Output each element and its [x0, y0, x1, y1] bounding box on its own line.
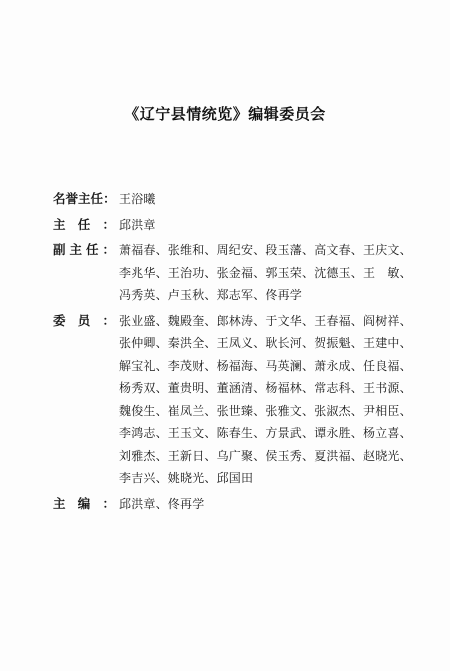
section-editor-in-chief: [53, 493, 423, 516]
role-char: 委: [53, 312, 66, 328]
role-label: [53, 214, 119, 237]
role-char: 任: [85, 242, 99, 257]
member-names: [119, 310, 423, 490]
role-label: [53, 188, 119, 211]
role-char: 名: [53, 191, 66, 206]
names-line: 邱洪章、佟再学: [119, 496, 205, 511]
member-names: [119, 188, 423, 211]
role-char: ：: [102, 242, 115, 257]
names-line: 魏俊生、崔凤兰、张世臻、张雅文、张淑杰、尹相臣、: [119, 403, 412, 418]
role-char: ：: [103, 191, 116, 206]
member-names: [119, 493, 423, 516]
role-char: 誉: [65, 191, 79, 206]
role-char: 主: [78, 191, 91, 206]
role-char: 编: [77, 495, 91, 511]
role-char: ：: [102, 495, 115, 511]
role-char: 主: [69, 242, 82, 257]
names-line: 李鸿志、王玉文、陈春生、方景武、谭永胜、杨立喜、: [119, 426, 412, 440]
names-line: 冯秀英、卢玉秋、郑志军、佟再学: [119, 288, 303, 302]
section-vice-chair: [53, 239, 423, 307]
section-members: [53, 310, 423, 490]
names-line: 张业盛、魏殿奎、郎林涛、于文华、王春福、阎树祥、: [119, 313, 412, 328]
names-line: 杨秀双、董贵明、董涵清、杨福林、常志科、王书源、: [119, 381, 412, 395]
role-char: ：: [102, 216, 115, 232]
names-line: 李兆华、王治功、张金福、郭玉荣、沈德玉、王 敏、: [119, 265, 412, 280]
names-line: 王浴曦: [119, 192, 156, 206]
role-char: 主: [53, 216, 66, 232]
names-line: 邱洪章: [119, 217, 156, 232]
role-char: 员: [77, 312, 91, 328]
page-title: 《辽宁县情统览》编辑委员会: [124, 105, 326, 123]
section-honorary-chair: [53, 188, 423, 211]
role-label: [53, 493, 119, 516]
section-chair: [53, 214, 423, 237]
names-line: 刘雅杰、王新日、乌广聚、侯玉秀、夏洪福、赵晓光、: [119, 448, 412, 463]
committee-roster: [53, 188, 423, 518]
names-line: 张仲卿、秦洪全、王凤义、耿长河、贺振魁、王建中、: [119, 336, 412, 350]
role-char: ：: [102, 312, 115, 328]
names-line: 萧福春、张维和、周纪安、段玉藩、高文春、王庆文、: [119, 243, 412, 257]
names-line: 解宝礼、李茂财、杨福海、马英澜、萧永成、任良福、: [119, 358, 412, 373]
role-char: 主: [53, 495, 66, 511]
role-label: [53, 310, 119, 333]
names-line: 李吉兴、姚晓光、邱国田: [119, 471, 254, 485]
role-char: 副: [53, 242, 66, 257]
member-names: [119, 214, 423, 237]
member-names: [119, 239, 423, 307]
role-char: 任: [77, 216, 91, 232]
role-char: 任: [90, 191, 104, 206]
role-label: [53, 239, 119, 262]
